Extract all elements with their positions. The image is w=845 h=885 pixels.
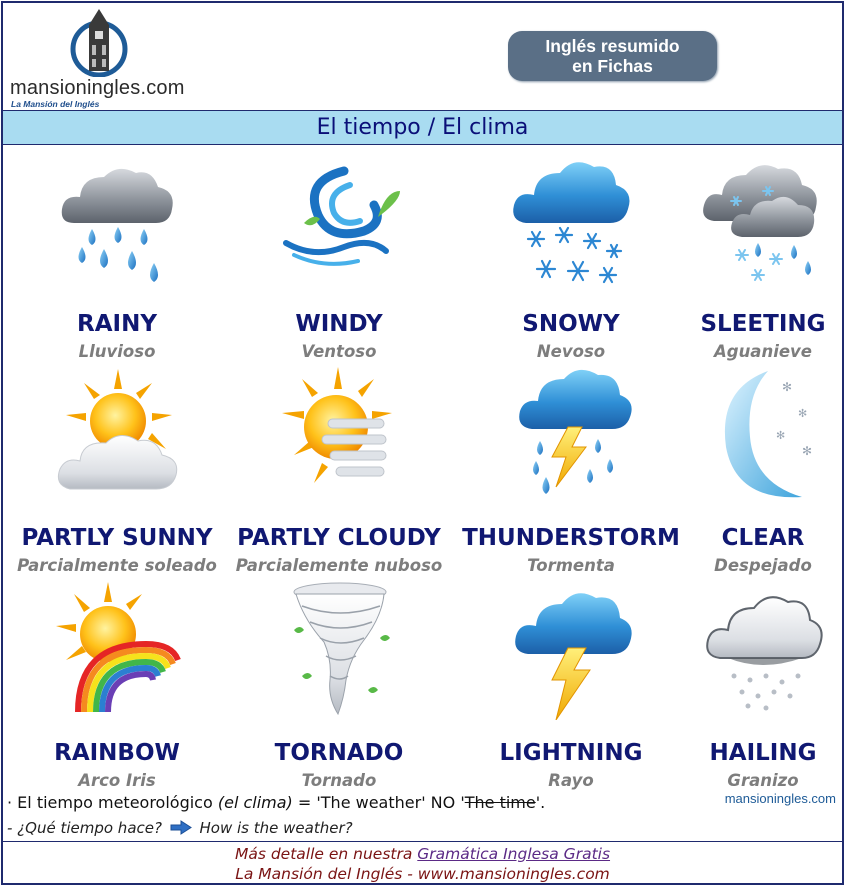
weather-card-rainbow [7, 580, 227, 795]
weather-word: CLEAR [721, 525, 805, 551]
weather-translation: Arco Iris [78, 771, 156, 790]
question-english: How is the weather? [199, 819, 353, 837]
weather-word: RAINBOW [54, 740, 180, 766]
grammar-link[interactable]: Gramática Inglesa Gratis [417, 845, 611, 863]
arrow-right-icon [170, 820, 192, 835]
weather-translation: Despejado [714, 556, 812, 575]
page-title: El tiempo / El clima [3, 110, 842, 145]
weather-word: LIGHTNING [499, 740, 643, 766]
lightning-cloud-icon [506, 580, 636, 720]
svg-text:✻: ✻ [782, 380, 793, 394]
usage-note-struck: The time [464, 793, 536, 812]
tower-logo-icon [9, 7, 209, 77]
weather-word: PARTLY SUNNY [21, 525, 213, 551]
weather-word: TORNADO [274, 740, 404, 766]
svg-text:✻: ✻ [798, 407, 808, 420]
badge-line-2: en Fichas [572, 56, 653, 76]
summary-badge [508, 31, 717, 81]
weather-translation: Parcialemente nuboso [235, 556, 443, 575]
weather-card-partly-cloudy [229, 365, 449, 580]
wind-swirl-icon [274, 151, 404, 291]
weather-card-partly-sunny [7, 365, 227, 580]
weather-card-rainy [7, 151, 227, 366]
brand-subtitle: La Mansión del Inglés [11, 99, 100, 109]
usage-note [7, 793, 545, 812]
rain-cloud-icon [52, 151, 182, 291]
weather-translation: Tormenta [527, 556, 615, 575]
weather-card-tornado [229, 580, 449, 795]
mini-brand: mansioningles.com [724, 791, 836, 806]
usage-note-italic: (el clima) [217, 793, 293, 812]
weather-word: SNOWY [522, 311, 620, 337]
weather-word: HAILING [709, 740, 817, 766]
usage-note-prefix: · El tiempo meteorológico [7, 793, 218, 812]
svg-text:✻: ✻ [802, 444, 813, 458]
weather-card-hailing [653, 580, 844, 795]
sun-with-haze-icon [274, 365, 404, 505]
weather-card-windy [229, 151, 449, 366]
weather-word: SLEETING [700, 311, 826, 337]
footer-prefix: Más detalle en nuestra [234, 845, 418, 863]
weather-word: PARTLY CLOUDY [237, 525, 441, 551]
snow-cloud-icon [506, 151, 636, 291]
usage-note-end: '. [535, 793, 546, 812]
weather-word: RAINY [77, 311, 157, 337]
question-note [7, 819, 353, 837]
footer-line-2: La Mansión del Inglés - www.mansioningles.com [235, 865, 610, 883]
weather-translation: Granizo [727, 771, 799, 790]
svg-text:✻: ✻ [776, 429, 786, 442]
weather-word: THUNDERSTORM [462, 525, 680, 551]
usage-note-mid: = 'The weather' NO ' [292, 793, 465, 812]
crescent-moon-icon [698, 365, 828, 505]
weather-card-sleeting [653, 151, 844, 366]
weather-translation: Ventoso [301, 342, 377, 361]
footer-line-1 [3, 844, 842, 864]
weather-translation: Nevoso [536, 342, 606, 361]
weather-translation: Tornado [301, 771, 377, 790]
brand-name: mansioningles.com [10, 77, 185, 99]
weather-translation: Lluvioso [78, 342, 156, 361]
sleet-cloud-icon [698, 151, 828, 291]
sun-behind-cloud-icon [52, 365, 182, 505]
weather-word: WINDY [295, 311, 383, 337]
thunderstorm-icon [506, 365, 636, 505]
tornado-icon [274, 580, 404, 720]
weather-translation: Aguanieve [713, 342, 812, 361]
hail-cloud-icon [698, 580, 828, 720]
footer [3, 841, 842, 885]
sun-rainbow-icon [52, 580, 182, 720]
badge-line-1: Inglés resumido [545, 36, 680, 56]
weather-card-clear [653, 365, 844, 580]
weather-translation: Rayo [548, 771, 594, 790]
question-spanish: - ¿Qué tiempo hace? [7, 819, 162, 837]
fiche-frame [1, 1, 844, 885]
weather-translation: Parcialmente soleado [17, 556, 217, 575]
